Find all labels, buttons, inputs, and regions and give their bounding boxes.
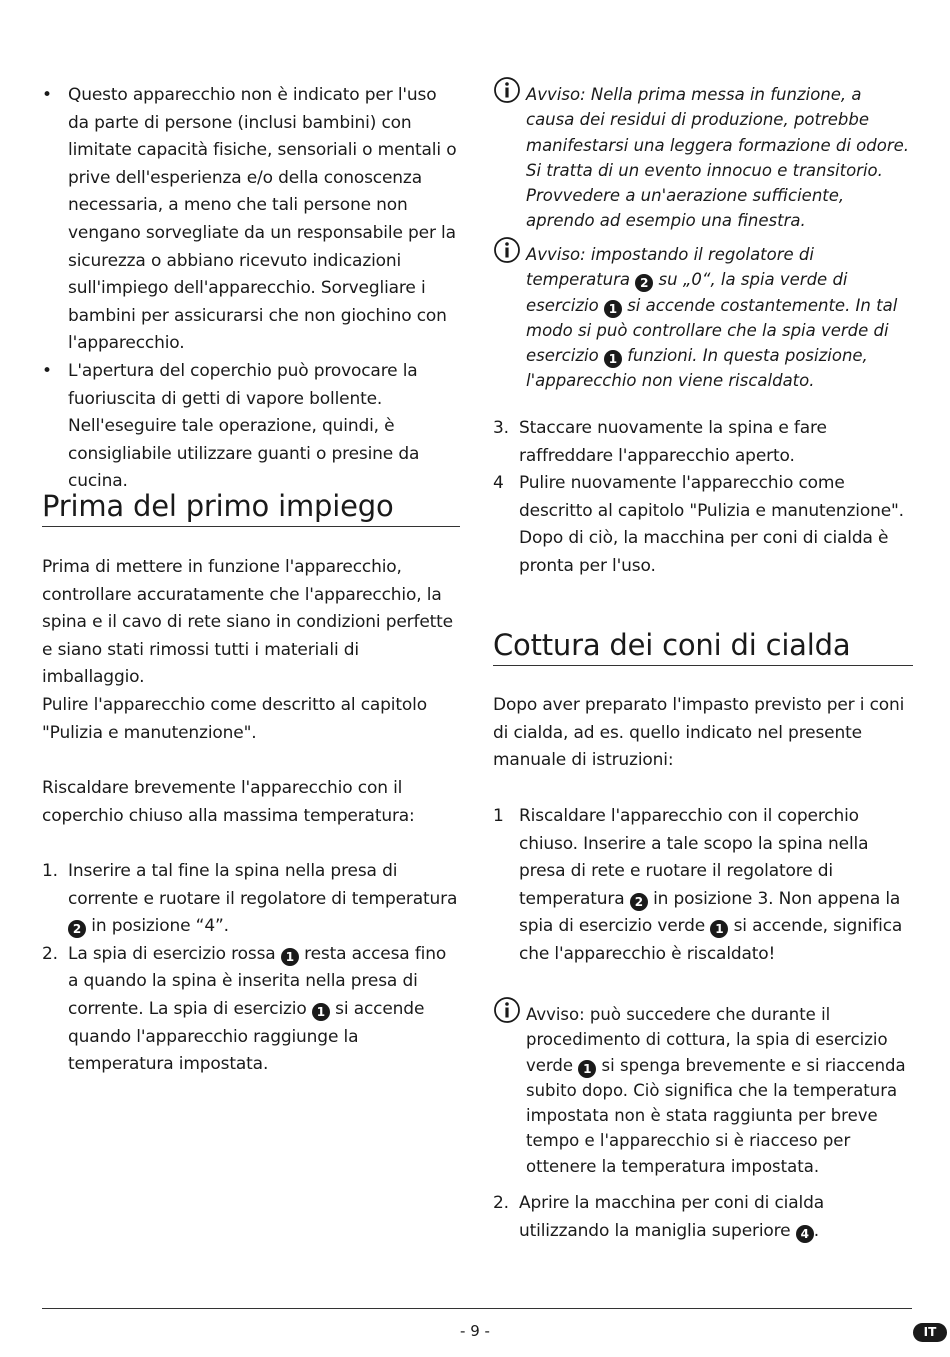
- bullet-text: Questo apparecchio non è indicato per l'uso da parte di persone (inclusi bambini) con limitate capacità fisiche, sensoriali o mentali o prive dell'esperienza e/o della conoscenza necessaria, a meno che tali persone non vengano sorvegliate da un responsabile per la sicurezza o abbiano ricevuto indicazioni sull'impiego dell'apparecchio. Sorvegliare i bambini per assicurarsi che non giochino con l'apparecchio.: [68, 85, 457, 354]
- cleanup-steps: [493, 415, 913, 581]
- list-item: [493, 415, 913, 470]
- notice-text-part: Avviso: impostando il regolatore di temperatura: [526, 245, 814, 290]
- page-number: - 9 -: [460, 1322, 490, 1340]
- number-1-icon: 1: [312, 1003, 330, 1021]
- step-text: in posizione 3. Non appena la spia di esercizio verde: [519, 888, 901, 937]
- section-heading-baking: Cottura dei coni di cialda: [493, 625, 913, 666]
- baking-steps: [493, 803, 913, 969]
- baking-steps-continued: [493, 1190, 913, 1245]
- bullet-marker: •: [42, 85, 52, 105]
- notice-baking: [493, 996, 913, 1179]
- list-item: [493, 470, 913, 580]
- paragraph: Prima di mettere in funzione l'apparecchio, controllare accuratamente che l'apparecchio, la spina e il cavo di rete siano in condizioni perfette e siano stati rimossi tutti i materiali di imballaggio.: [42, 557, 453, 688]
- number-1-icon: 1: [604, 300, 622, 318]
- list-item: [42, 858, 460, 941]
- number-1-icon: 1: [578, 1060, 596, 1078]
- step-number: 1.: [42, 861, 58, 881]
- list-item: [42, 358, 460, 496]
- list-item: [493, 803, 913, 969]
- step-text: in posizione “4”.: [91, 916, 229, 937]
- number-4-icon: 4: [796, 1225, 814, 1243]
- step-number: 4: [493, 473, 504, 494]
- step-text: Pulire nuovamente l'apparecchio come descritto al capitolo "Pulizia e manutenzione". Dopo di ciò, la macchina per coni di cialda è pronta per l'uso.: [519, 473, 904, 576]
- notice-text-part: su „0“, la spia verde di esercizio: [526, 270, 848, 315]
- list-item: [493, 1190, 913, 1245]
- step-number: 3.: [493, 418, 509, 438]
- footer-divider: [42, 1308, 912, 1309]
- step-text: La spia di esercizio rossa: [68, 943, 276, 964]
- step-text: si accende quando l'apparecchio raggiunge la temperatura impostata.: [68, 998, 425, 1075]
- notice-text: Avviso: Nella prima messa in funzione, a causa dei residui di produzione, potrebbe manifestarsi una leggera formazione di odore. Si tratta di un evento innocuo e transitorio. Provvedere a un'aerazione sufficiente, aprendo ad esempio una finestra.: [526, 85, 910, 231]
- info-icon: [493, 236, 521, 264]
- notice-text: [526, 236, 913, 394]
- bullet-text: L'apertura del coperchio può provocare la fuoriuscita di getti di vapore bollente. Nell'eseguire tale operazione, quindi, è consigliabile utilizzare guanti o presine da cucina.: [68, 360, 420, 492]
- notice-text-part: si spenga brevemente e si riaccenda subito dopo. Ciò significa che la temperatura impostata non è stata raggiunta per breve tempo e l'apparecchio si è riacceso per ottenere la temperatura impostata.: [526, 1055, 906, 1176]
- paragraph: Pulire l'apparecchio come descritto al capitolo "Pulizia e manutenzione".: [42, 695, 427, 743]
- step-text: resta accesa fino a quando la spina è inserita nella presa di corrente. La spia di esercizio: [68, 943, 447, 1019]
- bullet-marker: •: [42, 360, 52, 381]
- notice-text-part: si accende costantemente. In tal modo si può controllare che la spia verde di esercizio: [526, 295, 898, 366]
- section-heading-first-use: Prima del primo impiego: [42, 486, 460, 527]
- step-text: Riscaldare l'apparecchio con il coperchio chiuso. Inserire a tale scopo la spina nella presa di rete e ruotare il regolatore di temperatura: [519, 806, 869, 909]
- number-2-icon: 2: [68, 920, 86, 938]
- paragraph: Dopo aver preparato l'impasto previsto per i coni di cialda, ad es. quello indicato nel presente manuale di istruzioni:: [493, 695, 905, 771]
- step-number: 2.: [42, 943, 58, 964]
- notice-first-use: [493, 76, 913, 234]
- safety-bullet-list: [42, 82, 460, 496]
- preheat-steps: [42, 858, 460, 1079]
- step-text: Aprire la macchina per coni di cialda utilizzando la maniglia superiore: [519, 1193, 824, 1241]
- info-icon: [493, 996, 521, 1024]
- step-number: 2.: [493, 1193, 509, 1213]
- notice-temperature: [493, 236, 913, 394]
- list-item: [42, 82, 460, 358]
- language-badge: IT: [913, 1323, 947, 1342]
- paragraph: Riscaldare brevemente l'apparecchio con il coperchio chiuso alla massima temperatura:: [42, 778, 415, 826]
- step-text: Staccare nuovamente la spina e fare raffreddare l'apparecchio aperto.: [519, 418, 827, 466]
- number-2-icon: 2: [635, 274, 653, 292]
- step-text: Inserire a tal fine la spina nella presa di corrente e ruotare il regolatore di temperatura: [68, 861, 458, 909]
- notice-text-part: Avviso: può succedere che durante il procedimento di cottura, la spia di esercizio verde: [526, 1005, 888, 1075]
- number-1-icon: 1: [281, 948, 299, 966]
- info-icon: [493, 76, 521, 104]
- list-item: [42, 941, 460, 1079]
- step-text: si accende, significa che l'apparecchio è riscaldato!: [519, 916, 903, 964]
- notice-text: [526, 996, 913, 1179]
- number-1-icon: 1: [710, 920, 728, 938]
- number-2-icon: 2: [630, 893, 648, 911]
- number-1-icon: 1: [604, 350, 622, 368]
- step-text: .: [813, 1220, 819, 1241]
- notice-text-part: funzioni. In questa posizione, l'apparecchio non viene riscaldato.: [526, 346, 868, 391]
- step-number: 1: [493, 806, 504, 826]
